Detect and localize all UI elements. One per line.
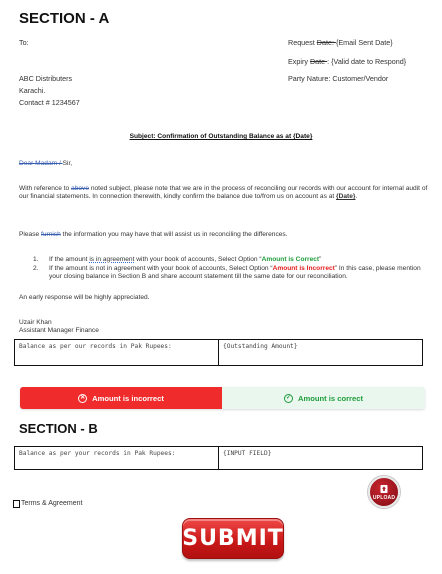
paragraph-furnish [19,231,429,239]
signer-title: Assistant Manager Finance [19,327,99,334]
terms-row [13,500,82,508]
amount-correct-label: Amount is correct [298,393,363,403]
subject-line: Subject: Confirmation of Outstanding Balance as at {Date} [129,133,313,140]
amount-incorrect-label: Amount is incorrect [92,393,164,403]
item2-text-b: ” In this case, please mention your closing balance in Section B and share account statement till the same date for our reconciliation. [49,265,421,280]
item1-number: 1. [33,256,39,263]
address-block [19,74,80,107]
expiry-colon: : [327,57,332,66]
terms-label: Terms & Agreement [21,500,83,507]
item1-text-a: If the amount [49,256,90,263]
para1-date: {Date} [336,193,356,200]
expiry-prefix: Expiry [288,57,310,66]
outstanding-amount-value: {Outstanding Amount} [223,343,298,350]
paragraph-reference [19,185,429,201]
amount-correct-button[interactable] [222,387,425,409]
para1-above: above [71,185,90,192]
para1-text-a: With reference to [19,185,72,192]
request-date-line [288,38,393,47]
balance-label-your: Balance as per your records in Pak Rupees: [15,447,219,469]
upload-icon [379,484,389,494]
balance-label-our: Balance as per our records in Pak Rupees: [15,340,219,365]
item1-agree: is in agreement [89,256,135,263]
item2-number: 2. [33,265,39,272]
instruction-item-1 [33,256,429,264]
item2-text-a: If the amount is not in agreement with your book of accounts, Select Option “ [49,265,273,272]
request-value: {Email Sent Date} [335,38,393,47]
expiry-date-line [288,57,406,66]
para1-end: . [355,193,358,200]
balance-table-your-records [14,446,423,470]
signer-name: Uzair Khan [19,319,52,326]
salutation [19,160,72,168]
upload-button[interactable] [368,476,400,508]
item2-text [49,265,429,281]
expiry-struck: Date [309,57,328,66]
address-line-2: Karachi. [19,86,46,95]
check-icon: ✓ [285,395,292,401]
closing-balance-input[interactable]: {INPUT FIELD} [223,450,272,457]
item2-option: Amount is Incorrect [272,265,335,272]
submit-button[interactable]: SUBMIT [182,518,284,559]
item1-text-c: ” [319,256,322,263]
closing-line: An early response will be highly appreciated. [19,294,150,301]
item1-text [49,256,321,264]
upload-label: UPLOAD [372,494,396,501]
request-struck: Date: [316,38,336,47]
balance-table-our-records [14,339,423,366]
para1-text-b: noted subject, please note that we are in the process of reconciling our records with our account for internal audit of our financial statements. In connection therewith, kindly confirm the balance due to/from us on account as at [19,185,428,200]
instruction-item-2 [33,265,429,281]
request-prefix: Request [288,38,317,47]
item1-text-b: with your book of accounts, Select Option “ [134,256,262,263]
para2-text-a: Please [19,231,41,238]
address-line-3: Contact # 1234567 [19,98,80,107]
section-a-title: SECTION - A [19,10,110,27]
expiry-value: {Valid date to Respond} [331,57,407,66]
para2-text-b: the information you may have that will assist us in reconciling the differences. [60,231,288,238]
terms-checkbox[interactable] [13,500,20,508]
instruction-list [33,256,429,281]
salutation-rest: Sir, [62,160,73,167]
amount-option-toggle [20,387,425,409]
amount-incorrect-button[interactable] [20,387,222,409]
x-icon: ✕ [80,395,86,401]
party-nature: Party Nature: Customer/Vendor [288,74,389,83]
address-line-1: ABC Distributers [19,74,73,83]
para2-furnish: furnish [41,231,61,238]
item1-option: Amount is Correct [261,256,320,263]
salutation-struck: Dear Madam / [19,160,63,167]
section-b-title: SECTION - B [19,421,98,436]
to-label: To: [19,38,29,47]
